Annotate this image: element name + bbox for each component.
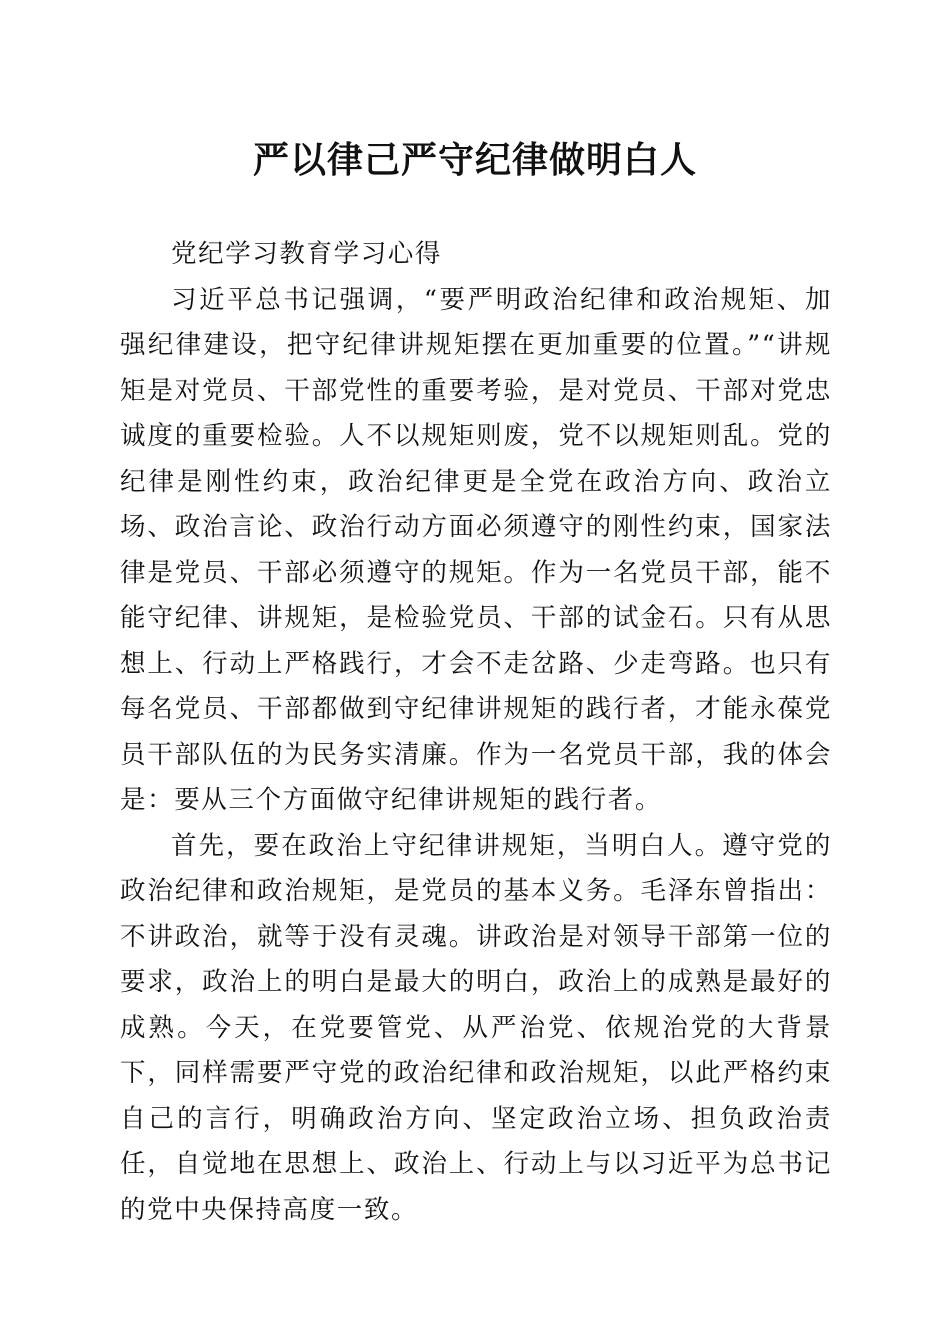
document-body	[120, 232, 832, 1233]
body-paragraph-intro: 习近平总书记强调，“要严明政治纪律和政治规矩、加强纪律建设，把守纪律讲规矩摆在更加重要的位置。”“讲规矩是对党员、干部党性的重要考验，是对党员、干部对党忠诚度的重要检验。人不以规矩则废，党不以规矩则乱。党的纪律是刚性约束，政治纪律更是全党在政治方向、政治立场、政治言论、政治行动方面必须遵守的刚性约束，国家法律是党员、干部必须遵守的规矩。作为一名党员干部，能不能守纪律、讲规矩，是检验党员、干部的试金石。只有从思想上、行动上严格践行，才会不走岔路、少走弯路。也只有每名党员、干部都做到守纪律讲规矩的践行者，才能永葆党员干部队伍的为民务实清廉。作为一名党员干部，我的体会是：要从三个方面做守纪律讲规矩的践行者。	[120, 284, 832, 815]
document-title: 严以律己严守纪律做明白人	[252, 139, 697, 181]
body-paragraph-first-point: 首先，要在政治上守纪律讲规矩，当明白人。遵守党的政治纪律和政治规矩，是党员的基本义务。毛泽东曾指出：不讲政治，就等于没有灵魂。讲政治是对领导干部第一位的要求，政治上的明白是最大的明白，政治上的成熟是最好的成熟。今天，在党要管党、从严治党、依规治党的大背景下，同样需要严守党的政治纪律和政治规矩，以此严格约束自己的言行，明确政治方向、坚定政治立场、担负政治责任，自觉地在思想上、政治上、行动上与以习近平为总书记的党中央保持高度一致。	[120, 830, 832, 1225]
subtitle-paragraph: 党纪学习教育学习心得	[171, 239, 443, 269]
